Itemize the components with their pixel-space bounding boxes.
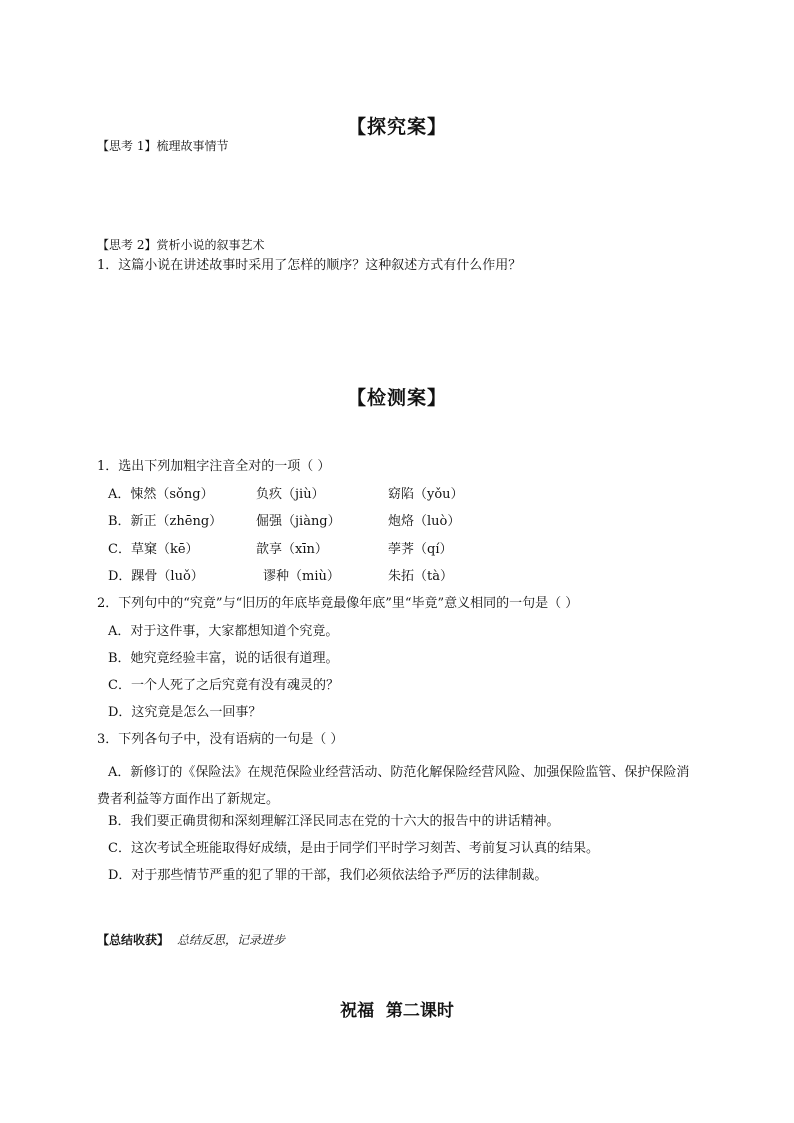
q1-option-d-2: 谬种（miù） xyxy=(263,569,340,584)
summary xyxy=(97,932,285,948)
think-2-text: 赏析小说的叙事艺术 xyxy=(156,238,265,252)
think-1-text: 梳理故事情节 xyxy=(156,139,229,153)
test-question-1-stem: 1．选出下列加粗字注音全对的一项（ ） xyxy=(97,459,331,474)
q3-option-a: A．新修订的《保险法》在规范保险业经营活动、防范化解保险经营风险、加强保险监管、保护保险消费者利益等方面作出了新规定。 xyxy=(97,765,690,807)
q3-option-c: C．这次考试全班能取得好成绩，是由于同学们平时学习刻苦、考前复习认真的结果。 xyxy=(108,841,599,856)
q1-option-a-1: A．悚然（sǒng） xyxy=(108,487,214,502)
q1-option-b-2: 倔强（jiàng） xyxy=(256,514,341,529)
explore-question-1: 1．这篇小说在讲述故事时采用了怎样的顺序？这种叙述方式有什么作用？ xyxy=(97,258,522,273)
think-1 xyxy=(97,138,228,154)
q3-option-b: B．我们要正确贯彻和深刻理解江泽民同志在党的十六大的报告中的讲话精神。 xyxy=(108,814,560,829)
q2-option-d: D．这究竟是怎么一回事？ xyxy=(108,705,262,720)
think-2 xyxy=(97,237,264,253)
q1-option-b-3: 炮烙（luò） xyxy=(388,514,461,529)
next-lesson-title: 祝福 第二课时 xyxy=(340,1001,454,1021)
q3-option-d: D．对于那些情节严重的犯了罪的干部，我们必须依法给予严厉的法律制裁。 xyxy=(108,868,548,883)
q2-option-c: C．一个人死了之后究竟有没有魂灵的？ xyxy=(108,678,339,693)
q1-option-c-1: C．草窠（kē） xyxy=(108,542,199,557)
test-heading: 【检测案】 xyxy=(346,387,447,409)
test-question-3-stem: 3．下列各句子中，没有语病的一句是（ ） xyxy=(97,732,344,747)
q1-option-d-1: D．踝骨（luǒ） xyxy=(108,569,204,584)
q1-option-b-1: B．新正（zhēng） xyxy=(108,514,223,529)
q1-option-d-3: 朱拓（tà） xyxy=(388,569,453,584)
think-1-tag: 【思考 1】 xyxy=(97,139,157,153)
test-question-2-stem: 2．下列句中的“究竟”与“旧历的年底毕竟最像年底”里“毕竟”意义相同的一句是（ ） xyxy=(97,596,579,611)
think-2-tag: 【思考 2】 xyxy=(97,238,157,252)
q2-option-b: B．她究竟经验丰富，说的话很有道理。 xyxy=(108,651,339,666)
q1-option-a-3: 窈陷（yǒu） xyxy=(388,487,464,502)
q1-option-a-2: 负疚（jiù） xyxy=(256,487,325,502)
q1-option-c-3: 荸荠（qí） xyxy=(388,542,453,557)
q2-option-a: A．对于这件事，大家都想知道个究竟。 xyxy=(108,624,339,639)
q1-option-c-2: 歆享（xīn） xyxy=(256,542,328,557)
explore-heading: 【探究案】 xyxy=(346,116,447,138)
summary-tag: 【总结收获】 xyxy=(97,933,170,947)
summary-text: 总结反思，记录进步 xyxy=(177,933,286,947)
